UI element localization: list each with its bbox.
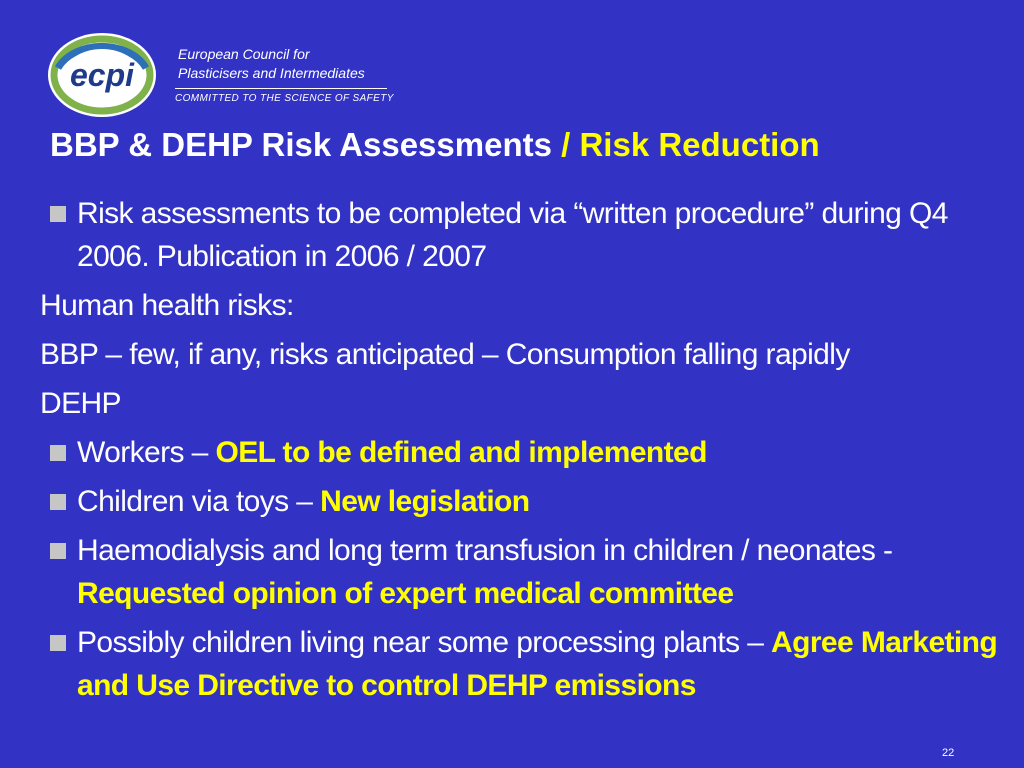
bullet-workers [40,431,1000,474]
ecpi-logo-icon [44,30,164,120]
bbp-line: BBP – few, if any, risks anticipated – Consumption falling rapidly [40,338,850,371]
org-tagline: COMMITTED TO THE SCIENCE OF SAFETY [175,93,394,104]
bullet-highlight: Requested opinion of expert medical committee [77,577,734,610]
bullet-text: Children via toys – [77,485,321,518]
bullet-haemodialysis [40,529,1000,615]
bullet-square-icon [50,445,66,461]
page-number: 22 [942,747,955,759]
organization-name [178,45,365,83]
bullet-text: Workers – [77,436,216,469]
bullet-square-icon [50,543,66,559]
org-name-line1: European Council for [178,46,310,62]
title-main: BBP & DEHP Risk Assessments [50,126,562,163]
ecpi-logo [44,30,164,120]
bullet-square-icon [50,206,66,222]
bullet-text: Haemodialysis and long term transfusion in children / neonates - [77,534,893,567]
bullet-processing-plants [40,621,1000,707]
bullet-square-icon [50,494,66,510]
dehp-heading: DEHP [40,387,121,420]
bullet-highlight: New legislation [320,485,530,518]
bullet-text: Risk assessments to be completed via “written procedure” during Q4 2006. Publication in 2006 / 2007 [77,197,948,273]
bullet-square-icon [50,635,66,651]
svg-text:ecpi: ecpi [69,57,135,93]
human-health-heading: Human health risks: [40,289,294,322]
bullet-highlight: OEL to be defined and implemented [215,436,707,469]
title-highlight: Risk Reduction [579,126,820,163]
bullet-children-toys [40,480,1000,523]
org-divider [175,88,387,89]
slide-title [50,126,1010,164]
slide-body [40,192,1000,713]
org-name-line2: Plasticisers and Intermediates [178,65,365,81]
title-separator: / [561,126,580,163]
bullet-highlight: Agree Marketing and Use Directive to control DEHP emissions [77,626,998,702]
bullet-risk-assessments [40,192,1000,278]
bullet-text: Possibly children living near some processing plants – [77,626,772,659]
